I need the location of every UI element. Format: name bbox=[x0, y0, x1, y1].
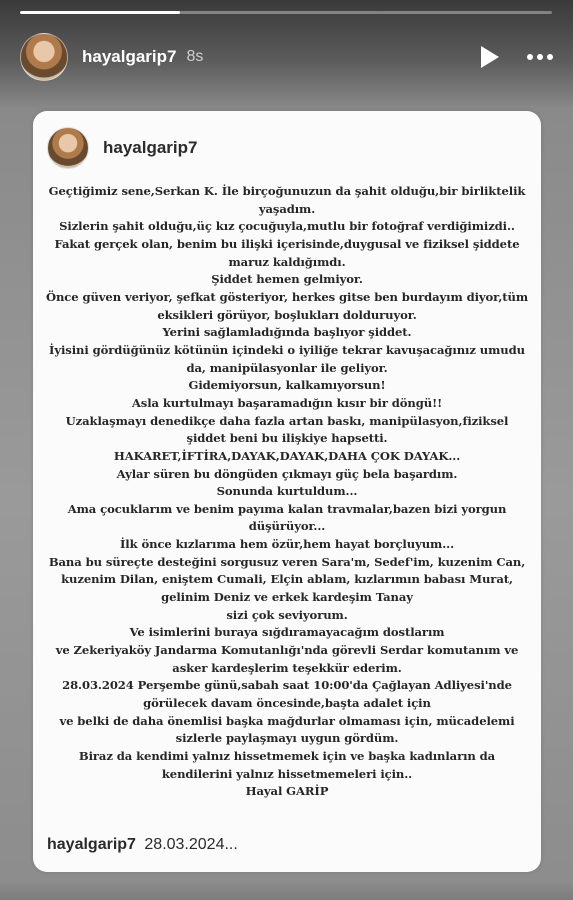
post-text-line: eksikleri görüyor, boşlukları dolduruyor. bbox=[157, 307, 417, 322]
post-text-line: Sonunda kurtuldum... bbox=[216, 484, 358, 499]
story-username[interactable]: hayalgarip7 bbox=[82, 47, 177, 66]
post-text-line: Fakat gerçek olan, benim bu ilişki içerisinde,duygusal ve fiziksel şiddete bbox=[54, 236, 520, 251]
play-icon[interactable] bbox=[481, 46, 499, 68]
post-text-line: HAKARET,İFTİRA,DAYAK,DAYAK,DAHA ÇOK DAYAK... bbox=[113, 448, 461, 463]
post-text bbox=[39, 183, 535, 801]
story-progress-fill bbox=[20, 11, 180, 14]
dot-icon bbox=[527, 54, 533, 60]
post-text-line: gelinim Deniz ve erkek kardeşim Tanay bbox=[161, 590, 413, 605]
post-text-line: Hayal GARİP bbox=[245, 784, 329, 799]
post-text-line: sizi çok seviyorum. bbox=[226, 607, 348, 622]
post-header bbox=[47, 126, 198, 170]
shared-post-card[interactable] bbox=[33, 111, 541, 872]
bottom-shade bbox=[0, 880, 573, 900]
post-text-line: ve Zekeriyaköy Jandarma Komutanlığı'nda görevli Serdar komutanım ve bbox=[55, 643, 519, 658]
post-username[interactable]: hayalgarip7 bbox=[103, 138, 198, 157]
post-text-line: sizlerle paylaşmayı uygun gördüm. bbox=[175, 731, 399, 746]
post-text-line: Geçtiğimiz sene,Serkan K. İle birçoğunuzun da şahit olduğu,bir birliktelik bbox=[48, 184, 526, 198]
post-text-line: Uzaklaşmayı denedikçe daha fazla artan baskı, manipülasyon,fiziksel bbox=[65, 413, 509, 428]
footer-username[interactable]: hayalgarip7 bbox=[47, 836, 136, 853]
story-controls bbox=[481, 46, 553, 68]
post-text-line: kendilerini yalnız hissetmemeleri için.. bbox=[161, 766, 413, 781]
post-text-line: maruz kaldığımdı. bbox=[228, 254, 346, 269]
post-text-line: ve belki de daha önemlisi başka mağdurlar olmaması için, mücadelemi bbox=[59, 713, 515, 728]
story-progress-bar bbox=[20, 11, 552, 14]
story-header bbox=[20, 33, 553, 81]
story-time-ago: 8s bbox=[186, 48, 204, 65]
more-options-icon[interactable] bbox=[527, 50, 553, 64]
story-avatar[interactable] bbox=[20, 33, 68, 81]
post-text-line: şiddet beni bu ilişkiye hapsetti. bbox=[186, 431, 388, 446]
post-avatar[interactable] bbox=[47, 127, 89, 169]
post-text-line: Ama çocuklarım ve benim payıma kalan travmalar,bazen bizi yorgun bbox=[67, 501, 507, 516]
post-text-line: asker kardeşlerim teşekkür ederim. bbox=[172, 660, 402, 675]
post-text-line: düşürüyor... bbox=[248, 519, 326, 534]
post-text-line: Aylar süren bu döngüden çıkmayı güç bela başardım. bbox=[116, 466, 458, 481]
post-text-line: kuzenim Dilan, eniştem Cumali, Elçin ablam, kızlarımın babası Murat, bbox=[61, 572, 513, 587]
post-text-line: İyisini gördüğünüz kötünün içindeki o iyiliğe tekrar kavuşacağınız umudu bbox=[49, 342, 525, 357]
dot-icon bbox=[537, 54, 543, 60]
post-text-line: Önce güven veriyor, şefkat gösteriyor, herkes gitse ben burdayım diyor,tüm bbox=[45, 289, 529, 304]
post-text-line: Bana bu süreçte desteğini sorgusuz veren Sara'm, Sedef'im, kuzenim Can, bbox=[48, 554, 526, 569]
post-text-line: görülecek davam öncesinde,başta adalet için bbox=[143, 696, 431, 711]
post-text-line: Asla kurtulmayı başaramadığın kısır bir döngü!! bbox=[131, 395, 443, 410]
post-text-line: Gidemiyorsun, kalkamıyorsun! bbox=[188, 378, 386, 393]
dot-icon bbox=[547, 54, 553, 60]
post-text-line: Sizlerin şahit olduğu,üç kız çocuğuyla,mutlu bir fotoğraf verdiğimizdi.. bbox=[59, 219, 515, 234]
post-text-line: Ve isimlerini buraya sığdıramayacağım dostlarım bbox=[129, 625, 445, 640]
post-text-line: Yerini sağlamladığında başlıyor şiddet. bbox=[162, 325, 412, 340]
post-text-line: Şiddet hemen gelmiyor. bbox=[211, 272, 363, 287]
post-text-line: Biraz da kendimi yalnız hissetmemek için ve başka kadınların da bbox=[78, 749, 496, 763]
post-footer bbox=[47, 836, 238, 854]
post-text-line: 28.03.2024 Perşembe günü,sabah saat 10:00'da Çağlayan Adliyesi'nde bbox=[62, 678, 512, 693]
post-text-line: da, manipülasyonlar ile geliyor. bbox=[186, 360, 388, 375]
footer-date: 28.03.2024... bbox=[144, 836, 238, 853]
post-text-line: yaşadım. bbox=[258, 201, 316, 216]
post-text-line: İlk önce kızlarıma hem özür,hem hayat borçluyum... bbox=[119, 537, 455, 552]
